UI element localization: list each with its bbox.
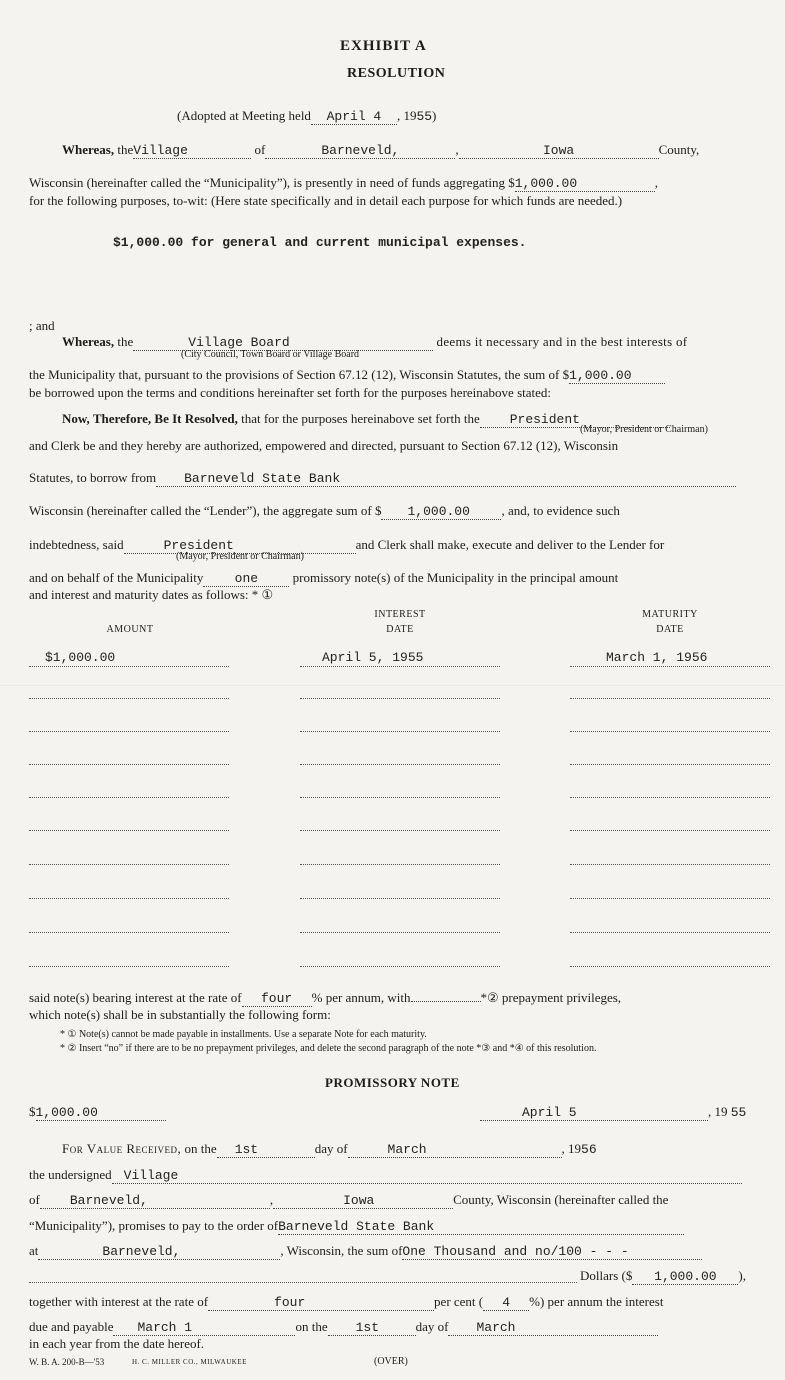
note-line5 bbox=[29, 1218, 684, 1235]
now-text: that for the purposes hereinabove set forth the bbox=[241, 411, 480, 426]
note-interest-num: 4 bbox=[483, 1296, 529, 1311]
funds-amount: 1,000.00 bbox=[515, 177, 655, 192]
officer: President bbox=[480, 413, 670, 428]
row-amount: $1,000.00 bbox=[45, 650, 116, 665]
now-line4 bbox=[29, 503, 620, 520]
footnote-2: * ② Insert “no” if there are to be no prepayment privileges, and delete the second paragraph of the note *③ and *④ of this resolution. bbox=[60, 1043, 597, 1054]
rate-text: said note(s) bearing interest at the rate of bbox=[29, 990, 242, 1005]
table-rule bbox=[300, 797, 500, 798]
sum-text: the Municipality that, pursuant to the provisions of Section 67.12 (12), Wisconsin Statutes, the sum of $ bbox=[29, 367, 570, 382]
table-rule bbox=[570, 830, 770, 831]
table-rule bbox=[300, 731, 500, 732]
note-line4: of Barneveld, , Iowa County, Wisconsin (hereinafter called the bbox=[29, 1192, 669, 1208]
and-label: ; and bbox=[29, 318, 55, 333]
note-line9 bbox=[29, 1319, 658, 1336]
note-line1 bbox=[29, 1104, 166, 1121]
per-annum-interest-text: %) per annum the interest bbox=[529, 1294, 664, 1309]
per-annum-text: % per annum, with bbox=[311, 990, 411, 1005]
note-interest-rate: four bbox=[208, 1296, 434, 1311]
table-rule bbox=[29, 966, 229, 967]
col-maturity-header-2: DATE bbox=[656, 624, 684, 635]
governing-body: Village Board bbox=[133, 336, 433, 351]
adopted-date: April 4 bbox=[311, 110, 397, 125]
promissory-note-title: PROMISSORY NOTE bbox=[325, 1075, 460, 1090]
table-rule bbox=[29, 830, 229, 831]
table-rule bbox=[570, 932, 770, 933]
note-dollars-amount: 1,000.00 bbox=[632, 1270, 738, 1285]
officer-sub: (Mayor, President or Chairman) bbox=[580, 424, 708, 435]
due-day-of-text: day of bbox=[415, 1319, 449, 1334]
adopted-year-prefix: , 19 bbox=[396, 108, 417, 123]
note-year-prefix: , 19 bbox=[708, 1104, 728, 1119]
table-rule bbox=[570, 698, 770, 699]
table-rule bbox=[570, 966, 770, 967]
day-of-text: day of bbox=[314, 1141, 348, 1156]
now-line5 bbox=[29, 537, 664, 554]
table-rule bbox=[570, 731, 770, 732]
note-line6 bbox=[29, 1243, 702, 1260]
whereas2-line1 bbox=[62, 334, 687, 351]
note-line7 bbox=[580, 1268, 746, 1285]
table-rule bbox=[29, 797, 229, 798]
footnote-1: * ① Note(s) cannot be made payable in installments. Use a separate Note for each maturity. bbox=[60, 1029, 427, 1040]
whereas2-lead: Whereas, bbox=[62, 334, 115, 349]
body-sub: (City Council, Town Board or Village Board bbox=[181, 349, 360, 360]
table-rule bbox=[29, 698, 229, 699]
funds-text: Wisconsin (hereinafter called the “Municipality”), is presently in need of funds aggregating $ bbox=[29, 175, 515, 190]
note-due-month: March 1 bbox=[113, 1321, 295, 1336]
note-due-day: 1st bbox=[328, 1321, 416, 1336]
adopted-suffix: ) bbox=[432, 108, 437, 123]
municipality-name: Barneveld, bbox=[265, 144, 455, 159]
whereas1-line3: for the following purposes, to-wit: (Here state specifically and in detail each purpose for which funds are needed.) bbox=[29, 193, 623, 208]
table-rule bbox=[300, 898, 500, 899]
table-rule bbox=[29, 666, 229, 667]
dollars-end: ), bbox=[738, 1268, 746, 1283]
table-rule bbox=[570, 864, 770, 865]
indebtedness-text: indebtedness, said bbox=[29, 537, 124, 552]
col-amount-header: AMOUNT bbox=[106, 624, 154, 635]
table-rule bbox=[29, 731, 229, 732]
col-interest-header-1: INTEREST bbox=[374, 609, 426, 620]
note-amount: 1,000.00 bbox=[36, 1106, 166, 1121]
table-rule bbox=[300, 764, 500, 765]
note-county-text: County, Wisconsin (hereinafter called the bbox=[453, 1192, 669, 1207]
county-name: Iowa bbox=[459, 144, 659, 159]
note-date-line bbox=[480, 1104, 746, 1121]
interest-text: together with interest at the rate of bbox=[29, 1294, 209, 1309]
municipality-type: Village bbox=[133, 144, 251, 159]
whereas1-line2: Wisconsin (hereinafter called the “Municipality”), is presently in need of funds aggregating $1,000.00 , bbox=[29, 175, 658, 191]
now-line3 bbox=[29, 470, 736, 487]
county-label: County, bbox=[658, 142, 700, 157]
dollars-label: Dollars ($ bbox=[580, 1268, 633, 1283]
evidence-text: , and, to evidence such bbox=[501, 503, 620, 518]
row-interest-date: April 5, 1955 bbox=[322, 650, 424, 665]
note-payee: Barneveld State Bank bbox=[278, 1220, 684, 1235]
adopted-prefix: (Adopted at Meeting held bbox=[177, 108, 311, 123]
note-line10: in each year from the date hereof. bbox=[29, 1336, 205, 1351]
rate-line1 bbox=[29, 990, 621, 1007]
table-rule bbox=[300, 666, 500, 667]
col-interest-header-2: DATE bbox=[386, 624, 414, 635]
now-line6 bbox=[29, 570, 618, 587]
exhibit-title: EXHIBIT A bbox=[340, 38, 427, 54]
note-mtype: Village bbox=[112, 1169, 742, 1184]
prepayment-blank bbox=[411, 1001, 481, 1002]
now-line2: and Clerk be and they hereby are authorized, empowered and directed, pursuant to Section 67.12 (12), Wisconsin bbox=[29, 438, 619, 453]
col-maturity-header-1: MATURITY bbox=[642, 609, 698, 620]
row-maturity-date: March 1, 1956 bbox=[606, 650, 708, 665]
note-year: 55 bbox=[730, 1105, 747, 1120]
text-the-2: the bbox=[117, 334, 134, 349]
officer2-sub: (Mayor, President or Chairman) bbox=[176, 551, 304, 562]
table-rule bbox=[570, 898, 770, 899]
whereas1-line1: Whereas, theVillage of Barneveld, , Iowa County, bbox=[62, 142, 700, 158]
resolution-title: RESOLUTION bbox=[347, 66, 446, 81]
note-line8 bbox=[29, 1294, 663, 1311]
note-line2 bbox=[62, 1141, 597, 1158]
rate-line2: which note(s) shall be in substantially the following form: bbox=[29, 1007, 331, 1022]
note-day: 1st bbox=[217, 1143, 315, 1158]
now-line7: and interest and maturity dates as follows: * ① bbox=[29, 587, 274, 602]
table-rule bbox=[29, 932, 229, 933]
footer-printer: H. C. MILLER CO., MILWAUKEE bbox=[132, 1358, 247, 1366]
promissory-text: promissory note(s) of the Municipality in the principal amount bbox=[292, 570, 619, 585]
aggregate-text: Wisconsin (hereinafter called the “Lender”), the aggregate sum of $ bbox=[29, 503, 382, 518]
borrow-text: Statutes, to borrow from bbox=[29, 470, 157, 485]
note-year2-prefix: , 19 bbox=[561, 1141, 582, 1156]
note-count: one bbox=[203, 572, 289, 587]
at-text: at bbox=[29, 1243, 39, 1258]
table-rule bbox=[29, 864, 229, 865]
table-rule bbox=[570, 797, 770, 798]
now-line1 bbox=[62, 411, 670, 428]
whereas2-line2 bbox=[29, 367, 665, 384]
note-month: March bbox=[348, 1143, 562, 1158]
table-rule bbox=[300, 698, 500, 699]
table-rule bbox=[300, 932, 500, 933]
note-at-place: Barneveld, bbox=[38, 1245, 280, 1260]
behalf-text: and on behalf of the Municipality bbox=[29, 570, 204, 585]
sum-of-text: , Wisconsin, the sum of bbox=[280, 1243, 403, 1258]
text-the: the bbox=[117, 142, 134, 157]
per-cent-text: per cent ( bbox=[434, 1294, 484, 1309]
adopted-year: 55 bbox=[416, 109, 433, 124]
table-rule bbox=[570, 764, 770, 765]
table-rule bbox=[300, 864, 500, 865]
sum-words-rule bbox=[29, 1282, 577, 1283]
whereas2-line3: be borrowed upon the terms and conditions hereinafter set forth for the purposes hereinabove stated: bbox=[29, 385, 551, 400]
promises-text: “Municipality”), promises to pay to the order of bbox=[29, 1218, 279, 1233]
table-rule bbox=[29, 898, 229, 899]
whereas-lead: Whereas, bbox=[62, 142, 115, 157]
fvr-text: For Value Received, bbox=[62, 1141, 182, 1156]
execute-text: and Clerk shall make, execute and deliver to the Lender for bbox=[355, 537, 665, 552]
paper-fold bbox=[0, 685, 785, 687]
note-county: Iowa bbox=[273, 1194, 453, 1209]
purpose-text: $1,000.00 for general and current municipal expenses. bbox=[113, 235, 527, 250]
text-of: of bbox=[254, 142, 266, 157]
due-on-the-text: on the bbox=[295, 1319, 328, 1334]
deems-text: deems it necessary and in the best interests of bbox=[436, 334, 688, 349]
footer-over: (OVER) bbox=[374, 1356, 408, 1367]
due-text: due and payable bbox=[29, 1319, 114, 1334]
note-place: Barneveld, bbox=[40, 1194, 270, 1209]
note-dollar: $ bbox=[29, 1104, 36, 1119]
officer2: President bbox=[124, 539, 356, 554]
note-due-month2: March bbox=[448, 1321, 658, 1336]
rate-value: four bbox=[242, 992, 312, 1007]
note-year2: 56 bbox=[581, 1142, 597, 1157]
prepayment-text: *② prepayment privileges, bbox=[480, 990, 622, 1005]
note-date: April 5 bbox=[480, 1106, 708, 1121]
table-rule bbox=[570, 666, 770, 667]
table-rule bbox=[300, 966, 500, 967]
footer-code: W. B. A. 200-B—'53 bbox=[29, 1357, 105, 1367]
on-the-text: on the bbox=[184, 1141, 217, 1156]
table-rule bbox=[300, 830, 500, 831]
note-of-text: of bbox=[29, 1192, 40, 1207]
note-sum-words: One Thousand and no/100 - - - bbox=[402, 1245, 702, 1260]
aggregate-sum: 1,000.00 bbox=[381, 505, 501, 520]
note-line3 bbox=[29, 1167, 742, 1184]
lender-name: Barneveld State Bank bbox=[156, 472, 736, 487]
now-lead: Now, Therefore, Be It Resolved, bbox=[62, 411, 238, 426]
table-rule bbox=[29, 764, 229, 765]
sum-amount: 1,000.00 bbox=[569, 369, 665, 384]
adopted-line bbox=[177, 108, 436, 125]
undersigned-text: the undersigned bbox=[29, 1167, 112, 1182]
